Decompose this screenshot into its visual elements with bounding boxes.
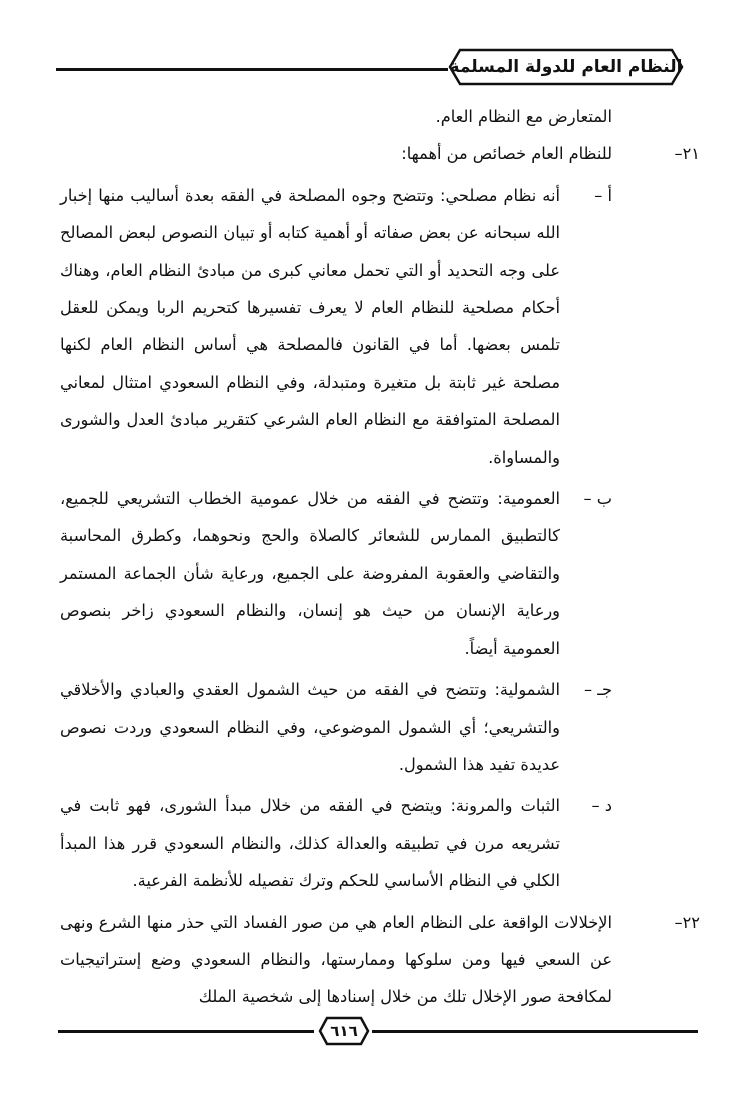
- sub-item-marker: ب –: [583, 489, 612, 509]
- sub-item-a: [60, 177, 612, 476]
- sub-item-b: [60, 480, 612, 667]
- sub-item-marker: د –: [591, 796, 612, 816]
- header-title-frame: [448, 48, 684, 86]
- sub-items-list: [60, 177, 612, 900]
- footer-rule-left: [58, 1030, 314, 1033]
- numbered-item-22: [60, 904, 700, 1016]
- item-text: الإخلالات الواقعة على النظام العام هي من صور الفساد التي حذر منها الشرع ونهى عن السعي فيها ومن سلوكها وممارستها، والنظام السعودي وضع إستراتيجيات لمكافحة صور الإخلال تلك من خلال إسنادها إلى شخصية الملك: [60, 912, 612, 1007]
- continued-line: المتعارض مع النظام العام.: [435, 107, 612, 126]
- page-body: [60, 98, 700, 1016]
- sub-item-c: [60, 671, 612, 783]
- running-header: [56, 48, 684, 88]
- sub-item-marker: أ –: [594, 185, 612, 205]
- sub-item-d: [60, 787, 612, 899]
- sub-item-marker: جـ –: [584, 680, 612, 700]
- book-title: النظام العام للدولة المسلمة: [449, 57, 683, 77]
- header-rule: [56, 68, 448, 71]
- sub-item-text: العمومية: وتتضح في الفقه من خلال عمومية الخطاب التشريعي للجميع، كالتطبيق الممارس للشعائر كالصلاة والحج ونحوهما، وكطرق المحاسبة والتقاضي والعقوبة المفروضة على الجميع، ورعاية شأن الجماعة المستمر ورعاية الإنسان من حيث هو إنسان، والنظام السعودي زاخر بنصوص العمومية أيضاً.: [60, 489, 560, 658]
- page-number-badge: [318, 1016, 370, 1046]
- item-number: ٢١–: [674, 144, 700, 164]
- item-number: ٢٢–: [674, 912, 700, 932]
- sub-item-text: أنه نظام مصلحي: وتتضح وجوه المصلحة في الفقه بعدة أساليب منها إخبار الله سبحانه عن بعض صفاته أو أهمية كتابه أو تبيان النصوص لبعض المصالح على وجه التحديد أو التي تحمل معاني كبرى من مبادئ النظام العام، وهناك أحكام مصلحية للنظام العام لا يعرف تفسيرها كتحريم الربا ويمكن للعقل تلمس بعضها. أما في القانون فالمصلحة هي أساس النظام العام لكنها مصلحة غير ثابتة بل متغيرة ومتبدلة، وفي النظام السعودي امتثال لمعاني المصلحة المتوافقة مع النظام العام الشرعي كتقرير مبادئ العدل والشورى والمساواة.: [60, 185, 560, 467]
- numbered-item-21: [60, 135, 700, 172]
- sub-item-text: الثبات والمرونة: ويتضح في الفقه من خلال مبدأ الشورى، فهو ثابت في تشريعه مرن في تطبيقه والعدالة كذلك، والنظام السعودي قرر هذا المبدأ الكلي في النظام الأساسي للحكم وترك تفصيله للأنظمة الفرعية.: [60, 796, 560, 891]
- footer-rule-right: [372, 1030, 698, 1033]
- item-text: للنظام العام خصائص من أهمها:: [401, 144, 612, 164]
- page-number: ٦١٦: [330, 1022, 358, 1040]
- sub-item-text: الشمولية: وتتضح في الفقه من حيث الشمول العقدي والعبادي والأخلاقي والتشريعي؛ أي الشمول الموضوعي، وفي النظام السعودي وردت نصوص عديدة تفيد هذا الشمول.: [60, 680, 560, 774]
